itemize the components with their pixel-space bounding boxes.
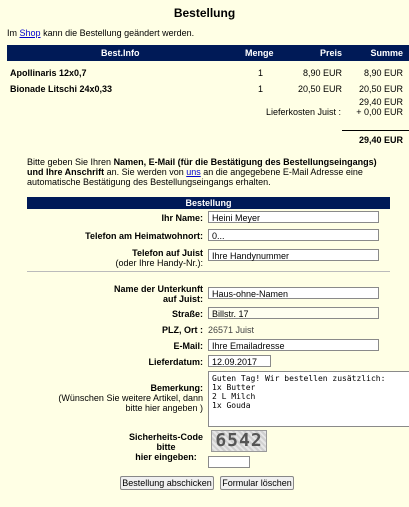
shop-link[interactable]: Shop xyxy=(19,28,41,38)
street-label: Straße: xyxy=(171,309,203,319)
email-label: E-Mail: xyxy=(173,341,203,351)
total-value: 29,40 EUR xyxy=(358,135,403,145)
order-form xyxy=(27,197,390,488)
total-divider xyxy=(342,130,409,131)
table-row: Apollinaris 12x0,7 1 8,90 EUR 8,90 EUR xyxy=(10,68,403,78)
subtotal-block xyxy=(7,97,409,119)
captcha-image: 6542 xyxy=(211,430,267,452)
submit-button[interactable]: Bestellung abschicken xyxy=(120,476,214,490)
order-table-header xyxy=(7,45,409,61)
table-row: Bionade Litschi 24x0,33 1 20,50 EUR 20,50 EUR xyxy=(10,84,403,94)
name-input[interactable]: Heini Meyer xyxy=(208,211,379,223)
phone-home-label: Telefon am Heimatwohnort: xyxy=(85,231,203,241)
accommodation-input[interactable]: Haus-ohne-Namen xyxy=(208,287,379,299)
info-text: Bitte geben Sie Ihren Namen, E-Mail (für die Bestätigung des Bestellungseingangs) und Ihre Anschrift an. Sie werden von uns an die angegebene E-Mail Adresse eine automatische Bestätigung des Bestellungseingangs erhalten. xyxy=(27,157,377,187)
captcha-label: Sicherheits-Code bitte hier eingeben: xyxy=(128,432,203,462)
shipping-label: Lieferkosten Juist : xyxy=(265,107,341,117)
shipping-value: + 0,00 EUR xyxy=(356,107,403,117)
accommodation-label: Name der Unterkunft auf Juist: xyxy=(113,284,203,304)
date-input[interactable]: 12.09.2017 xyxy=(208,355,271,367)
subtotal-value: 29,40 EUR xyxy=(358,97,403,107)
phone-juist-input[interactable]: Ihre Handynummer xyxy=(208,249,379,261)
intro-text: Im Shop kann die Bestellung geändert werden. xyxy=(7,28,195,38)
col-header-price: Preis xyxy=(319,48,342,58)
phone-juist-label: Telefon auf Juist (oder Ihre Handy-Nr.): xyxy=(115,248,203,268)
col-header-sum: Summe xyxy=(370,48,403,58)
name-label: Ihr Name: xyxy=(161,213,203,223)
city-value: 26571 Juist xyxy=(208,325,255,335)
street-input[interactable]: Billstr. 17 xyxy=(208,307,379,319)
reset-button[interactable]: Formular löschen xyxy=(220,476,294,490)
col-header-qty: Menge xyxy=(245,48,274,58)
remarks-label: Bemerkung: (Wünschen Sie weitere Artikel, dann bitte hier angeben ) xyxy=(58,383,203,413)
page-title: Bestellung xyxy=(173,6,236,20)
form-divider xyxy=(27,271,390,272)
city-label: PLZ, Ort : xyxy=(162,325,203,335)
form-header: Bestellung xyxy=(27,197,390,209)
col-header-info: Best.Info xyxy=(101,48,140,58)
captcha-input[interactable] xyxy=(208,456,250,468)
email-input[interactable]: Ihre Emailadresse xyxy=(208,339,379,351)
date-label: Lieferdatum: xyxy=(148,357,203,367)
uns-link[interactable]: uns xyxy=(186,167,201,177)
phone-home-input[interactable]: 0... xyxy=(208,229,379,241)
remarks-textarea[interactable]: Guten Tag! Wir bestellen zusätzlich: 1x Butter 2 L Milch 1x Gouda xyxy=(208,371,409,427)
order-table xyxy=(7,45,409,145)
